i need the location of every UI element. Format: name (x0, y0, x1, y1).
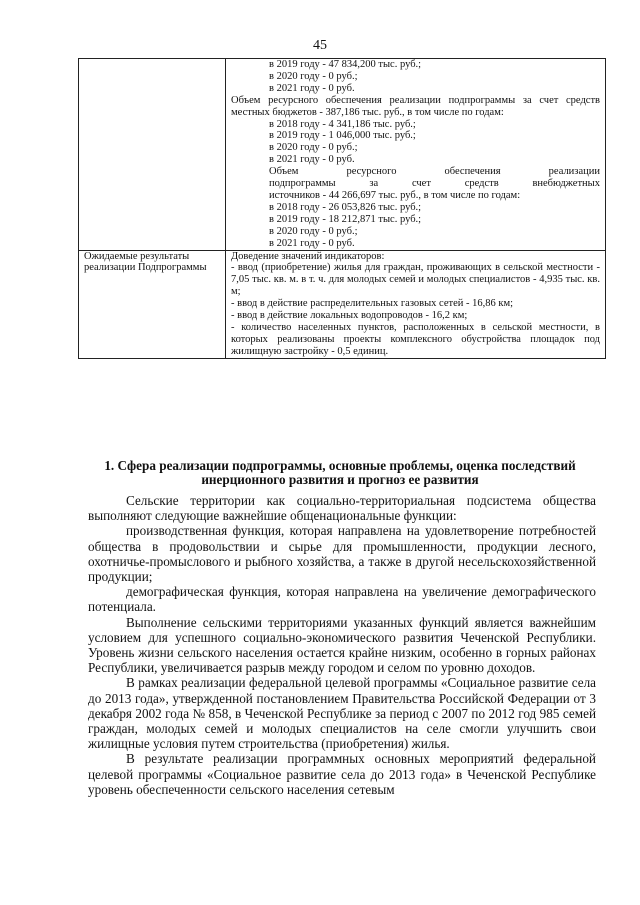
table-row (79, 59, 606, 251)
paragraph: демографическая функция, которая направлена на увеличение демографического потенциала. (88, 584, 596, 615)
paragraph: производственная функция, которая направлена на удовлетворение потребностей общества в продовольствии и сырье для промышленности, продукции лесного, охотничье-промыслового и рыбного хозяйства, а также в другой несельскохозяйственной продукции; (88, 523, 596, 585)
funding-cell (226, 59, 606, 251)
table-label-cell (79, 59, 226, 251)
funding-line: в 2020 году - 0 руб.; (269, 142, 358, 154)
results-cell (226, 250, 606, 358)
paragraph: Сельские территории как социально-территориальная подсистема общества выполняют следующие важнейшие общенациональные функции: (88, 493, 596, 524)
local-budget-text: Объем ресурсного обеспечения реализации подпрограммы за счет средств местных бюджетов - 387,186 тыс. руб., в том числе по годам: (231, 94, 600, 118)
page-number: 45 (313, 38, 327, 53)
results-intro: Доведение значений индикаторов: (231, 250, 385, 262)
funding-line: в 2020 году - 0 руб.; (269, 225, 358, 237)
result-item: - количество населенных пунктов, расположенных в сельской местности, в которых реализованы проекты комплексного обустройства площадок под жилищную застройку - 0,5 единиц. (231, 321, 600, 357)
results-label: Ожидаемые результаты реализации Подпрограммы (79, 250, 226, 358)
funding-line: в 2019 году - 47 834,200 тыс. руб.; (269, 59, 422, 70)
funding-line: в 2018 году - 26 053,826 тыс. руб.; (269, 201, 422, 213)
funding-line: в 2019 году - 1 046,000 тыс. руб.; (269, 130, 416, 142)
paragraph: В рамках реализации федеральной целевой программы «Социальное развитие села до 2013 года», утвержденной постановлением Правительства Российской Федерации от 3 декабря 2002 года № 858, в Чеченской Республике за период с 2007 по 2012 год 985 семей граждан, молодых семей и молодых специалистов на селе смогли улучшить свои жилищные условия путем строительства (приобретения) жилья. (88, 675, 596, 752)
funding-line: в 2020 году - 0 руб.; (269, 70, 358, 82)
extra-budget-line: подпрограммы за счет средств внебюджетных (269, 178, 600, 190)
paragraph: Выполнение сельскими территориями указанных функций является важнейшим условием для успешного социально-экономического развития Чеченской Республики. Уровень жизни сельского населения остается крайне низким, особенно в горных районах Республики, увеличивается разрыв между городом и селом по уровню доходов. (88, 614, 596, 676)
passport-table (78, 58, 606, 359)
extra-budget-line: источников - 44 266,697 тыс. руб., в том числе по годам: (269, 189, 521, 201)
body-text (88, 493, 596, 797)
result-item: - ввод (приобретение) жилья для граждан, проживающих в сельской местности - 7,05 тыс. кв. м. в т. ч. для молодых семей и молодых специалистов - 4,935 тыс. кв. м; (231, 262, 600, 298)
funding-line: в 2018 году - 4 341,186 тыс. руб.; (269, 118, 416, 130)
funding-line: в 2021 году - 0 руб. (269, 82, 355, 94)
funding-line: в 2021 году - 0 руб. (269, 154, 355, 166)
paragraph: В результате реализации программных основных мероприятий федеральной целевой программы «Социальное развитие села до 2013 года» в Чеченской Республике уровень обеспеченности сельского населения сетевым (88, 751, 596, 797)
result-item: - ввод в действие распределительных газовых сетей - 16,86 км; (231, 298, 514, 310)
table-row (79, 250, 606, 358)
funding-line: в 2019 году - 18 212,871 тыс. руб.; (269, 213, 422, 225)
funding-line: в 2021 году - 0 руб. (269, 237, 355, 249)
extra-budget-heading: Объем ресурсного обеспечения реализации (269, 166, 600, 178)
result-item: - ввод в действие локальных водопроводов - 16,2 км; (231, 310, 468, 322)
section-heading: 1. Сфера реализации подпрограммы, основные проблемы, оценка последствий инерционного развития и прогноз ее развития (104, 458, 576, 487)
